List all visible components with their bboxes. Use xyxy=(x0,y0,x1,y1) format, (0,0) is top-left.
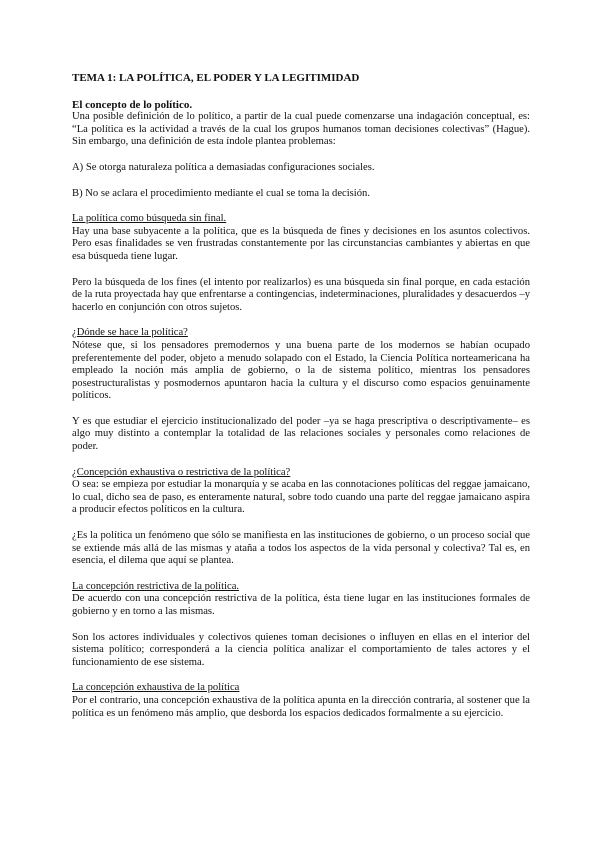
section-heading-exhaustiva-restrictiva: ¿Concepción exhaustiva o restrictiva de la política? xyxy=(72,466,291,478)
paragraph: Son los actores individuales y colectivos quienes toman decisiones o influyen en ellas en el interior del sistema político; corresponderá a la ciencia política analizar el comportamiento de tales actores y el funcionamiento de ese sistema. xyxy=(72,631,530,668)
paragraph: Por el contrario, una concepción exhaustiva de la política apunta en la dirección contraria, al sostener que la política es un fenómeno más amplio, que desborda los espacios dedicados formalmente a su ejercicio. xyxy=(72,694,530,719)
section-heading-donde: ¿Dónde se hace la política? xyxy=(72,327,188,339)
paragraph: O sea: se empieza por estudiar la monarquía y se acaba en las connotaciones políticas del reggae jamaicano, lo cual, dicho sea de paso, es enteramente natural, sobre todo cuando una parte del reggae jamaicano aspira a producir efectos políticos en la cultura. xyxy=(72,479,530,516)
document-page xyxy=(72,72,530,720)
paragraph: Nótese que, si los pensadores premodernos y una buena parte de los modernos se habían ocupado preferentemente del poder, objeto a menudo solapado con el Estado, la Ciencia Política norteamericana ha empleado la noción más amplia de gobierno, o la de sistema político, mientras los pensadores posestructuralistas y posmodernos apuntaron hacia la cultura y el discurso como espacios genuinamente políticos. xyxy=(72,339,530,402)
paragraph: Pero la búsqueda de los fines (el intento por realizarlos) es una búsqueda sin final porque, en cada estación de la ruta proyectada hay que enfrentarse a contingencias, indeterminaciones, pluralidades y desacuerdos –y hacerlo en conjunción con otros sujetos. xyxy=(72,276,530,313)
document-title: TEMA 1: LA POLÍTICA, EL PODER Y LA LEGITIMIDAD xyxy=(72,72,360,84)
paragraph: B) No se aclara el procedimiento mediante el cual se toma la decisión. xyxy=(72,187,370,199)
paragraph: Y es que estudiar el ejercicio institucionalizado del poder –ya se haga prescriptiva o descriptivamente– es algo muy distinto a contemplar la totalidad de las relaciones sociales y personales como relaciones de poder. xyxy=(72,415,530,453)
section-heading-exhaustiva: La concepción exhaustiva de la política xyxy=(72,682,240,694)
paragraph: ¿Es la política un fenómeno que sólo se manifiesta en las instituciones de gobierno, o un proceso social que se extiende más allá de las mismas y ataña a todos los aspectos de la vida personal y colectiva? Tal es, en esencia, el dilema que aquí se plantea. xyxy=(72,530,530,567)
paragraph: Una posible definición de lo político, a partir de la cual puede comenzarse una indagación conceptual, es: “La política es la actividad a través de la cual los grupos humanos toman decisiones colectivas” (Hague). Sin embargo, una definición de esta índole plantea problemas: xyxy=(72,111,530,148)
section-heading-busqueda: La política como búsqueda sin final. xyxy=(72,213,227,225)
section-heading-concepto: El concepto de lo político. xyxy=(72,98,193,111)
section-heading-restrictiva: La concepción restrictiva de la política. xyxy=(72,580,240,592)
paragraph: De acuerdo con una concepción restrictiva de la política, ésta tiene lugar en las instituciones formales de gobierno y en torno a las mismas. xyxy=(72,593,530,617)
paragraph: A) Se otorga naturaleza política a demasiadas configuraciones sociales. xyxy=(72,161,375,173)
paragraph: Hay una base subyacente a la política, que es la búsqueda de fines y decisiones en los asuntos colectivos. Pero esas finalidades se ven frustradas constantemente por las circunstancias cambiantes y abiertas en que esa búsqueda tiene lugar. xyxy=(72,225,530,262)
